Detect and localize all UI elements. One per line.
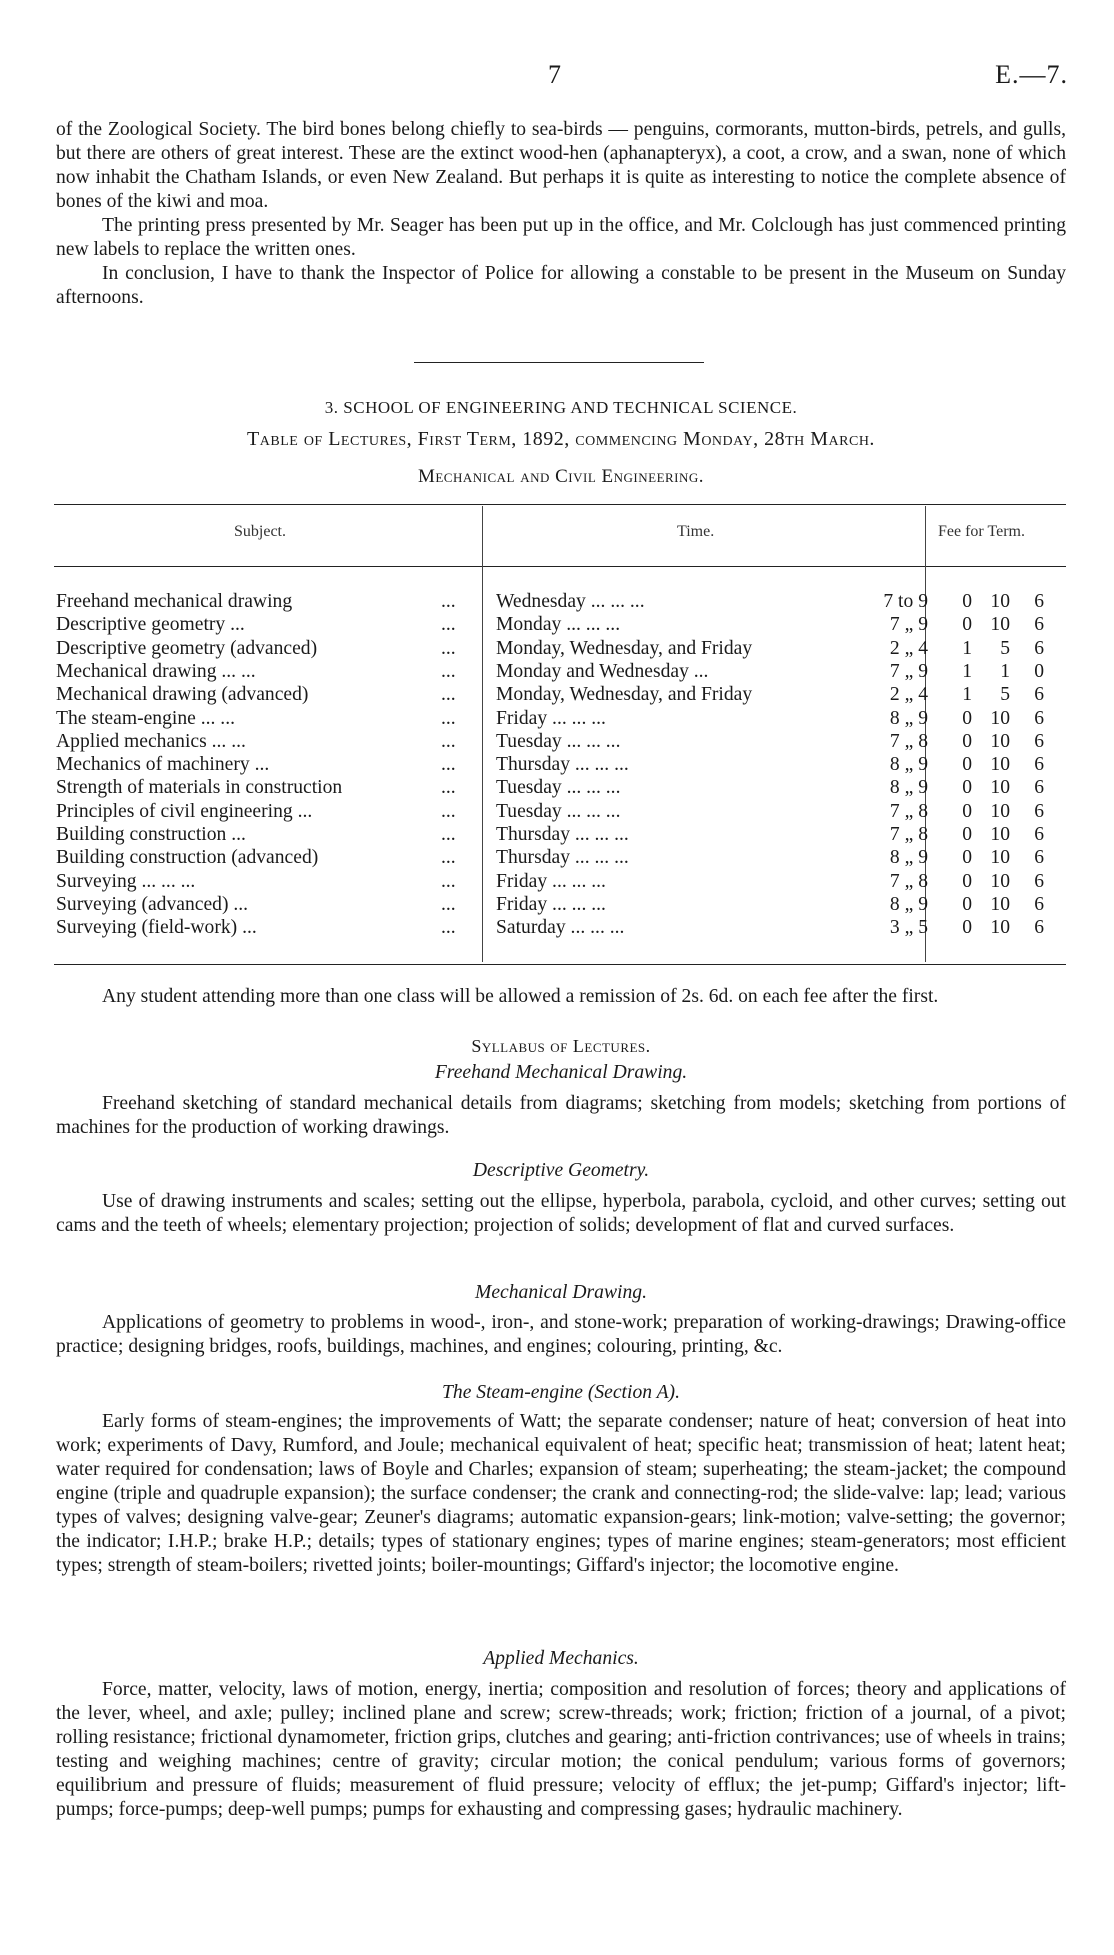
table-row: [56, 800, 1066, 823]
table-row: [56, 846, 1066, 869]
cell-time: 7 „ 9: [889, 660, 928, 682]
cell-time: 8 „ 9: [889, 847, 928, 869]
fee-part: 0: [962, 800, 972, 822]
cell-leader-dots: ...: [441, 614, 456, 636]
table-row: [56, 916, 1066, 939]
document-reference: E.—7.: [995, 60, 1068, 89]
table-header-rule: [54, 566, 1066, 567]
intro-text: [56, 118, 1066, 310]
cell-subject: Building construction ...: [56, 824, 246, 845]
fee-part: 0: [962, 707, 972, 729]
cell-subject: Mechanical drawing ... ...: [56, 660, 256, 682]
fee-part: 6: [1034, 637, 1044, 659]
fee-part: 6: [1034, 754, 1044, 776]
section-divider: [414, 362, 704, 363]
cell-subject: Strength of materials in construction: [56, 777, 343, 799]
table-title: Table of Lectures, First Term, 1892, commencing Monday, 28th March.: [247, 428, 875, 450]
fee-part: 6: [1034, 824, 1044, 845]
cell-leader-dots: ...: [441, 707, 456, 729]
cell-day: Monday ... ... ...: [496, 614, 621, 636]
table-row: [56, 707, 1066, 730]
fee-part: 5: [1000, 637, 1010, 659]
fee-part: 0: [962, 824, 972, 845]
table-top-rule: [54, 504, 1066, 505]
cell-leader-dots: ...: [441, 893, 456, 915]
intro-paragraph: In conclusion, I have to thank the Inspector of Police for allowing a constable to be present in the Museum on Sunday afternoons.: [56, 263, 1066, 308]
fee-part: 6: [1034, 591, 1044, 612]
cell-leader-dots: ...: [441, 917, 456, 939]
table-row: [56, 637, 1066, 660]
fee-part: 10: [990, 893, 1010, 915]
syllabus-section-title: Applied Mechanics.: [483, 1648, 639, 1669]
intro-paragraph: The printing press presented by Mr. Seager has been put up in the office, and Mr. Colclough has just commenced printing new labels to replace the written ones.: [56, 215, 1066, 260]
cell-day: Tuesday ... ... ...: [496, 730, 621, 752]
cell-leader-dots: ...: [441, 777, 456, 799]
cell-leader-dots: ...: [441, 800, 456, 822]
fee-part: 10: [990, 917, 1010, 939]
table-row: [56, 730, 1066, 753]
fee-part: 0: [962, 917, 972, 939]
fee-part: 10: [990, 707, 1010, 729]
table-subtitle: Mechanical and Civil Engineering.: [417, 466, 705, 487]
table-row: [56, 893, 1066, 916]
fee-part: 0: [962, 591, 972, 612]
fee-part: 0: [962, 893, 972, 915]
cell-leader-dots: ...: [441, 591, 456, 612]
cell-day: Friday ... ... ...: [496, 893, 606, 915]
table-row: [56, 753, 1066, 776]
fee-part: 10: [990, 847, 1010, 869]
cell-leader-dots: ...: [441, 824, 456, 845]
syllabus-section-text: Freehand sketching of standard mechanical details from diagrams; sketching from models; sketching from portions of machines for the production of working drawings.: [56, 1093, 1066, 1138]
cell-day: Thursday ... ... ...: [496, 847, 629, 869]
table-row: [56, 823, 1066, 846]
cell-leader-dots: ...: [441, 637, 456, 659]
cell-subject: Principles of civil engineering ...: [56, 800, 313, 822]
column-header-time: Time.: [677, 523, 715, 540]
column-header-fee: Fee for Term.: [938, 523, 1025, 540]
cell-day: Friday ... ... ...: [496, 870, 606, 892]
cell-day: Saturday ... ... ...: [496, 917, 625, 939]
cell-subject: Mechanical drawing (advanced): [56, 684, 309, 706]
page-number: 7: [548, 60, 561, 89]
cell-day: Thursday ... ... ...: [496, 754, 629, 776]
fee-part: 6: [1034, 870, 1044, 892]
remission-note: Any student attending more than one class will be allowed a remission of 2s. 6d. on each fee after the first.: [102, 986, 939, 1007]
syllabus-section-text: Early forms of steam-engines; the improvements of Watt; the separate condenser; nature of heat; conversion of heat into work; experiments of Davy, Rumford, and Joule; mechanical equivalent of heat; specific heat; transmission of heat; latent heat; water required for condensation; laws of Boyle and Charles; expansion of steam; superheating; the steam-jacket; the compound engine (triple and quadruple expansion); the surface condenser; the crank and connecting-rod; the slide-valve: lap; lead; various types of valves; designing valve-gear; Zeuner's diagrams; automatic expansion-gears; link-motion; valve-setting; the governor; the indicator; I.H.P.; brake H.P.; details; types of stationary engines; types of marine engines; steam-generators; most efficient types; strength of steam-boilers; rivetted joints; boiler-mountings; Giffard's injector; the locomotive engine.: [56, 1411, 1066, 1576]
section-heading: 3. SCHOOL OF ENGINEERING AND TECHNICAL SCIENCE.: [324, 398, 798, 417]
cell-subject: Surveying (field-work) ...: [56, 917, 257, 939]
fee-part: 5: [1000, 684, 1010, 706]
cell-day: Friday ... ... ...: [496, 707, 606, 729]
cell-subject: Applied mechanics ... ...: [56, 730, 246, 752]
syllabus-heading: Syllabus of Lectures.: [471, 1036, 651, 1056]
table-row: [56, 870, 1066, 893]
cell-subject: Surveying (advanced) ...: [56, 893, 249, 915]
fee-part: 6: [1034, 893, 1044, 915]
fee-part: 10: [990, 870, 1010, 892]
cell-day: Tuesday ... ... ...: [496, 777, 621, 799]
cell-day: Wednesday ... ... ...: [496, 591, 645, 612]
table-bottom-rule: [54, 964, 1066, 965]
syllabus-section-title: Mechanical Drawing.: [475, 1282, 647, 1303]
fee-part: 10: [990, 614, 1010, 636]
fee-part: 6: [1034, 614, 1044, 636]
fee-part: 10: [990, 591, 1010, 612]
fee-part: 10: [990, 800, 1010, 822]
cell-time: 8 „ 9: [889, 754, 928, 776]
cell-time: 7 „ 9: [889, 614, 928, 636]
cell-time: 3 „ 5: [889, 917, 928, 939]
cell-time: 8 „ 9: [889, 777, 928, 799]
cell-leader-dots: ...: [441, 847, 456, 869]
syllabus-section-title: The Steam-engine (Section A).: [442, 1382, 680, 1403]
fee-part: 6: [1034, 777, 1044, 799]
syllabus-section-title: Descriptive Geometry.: [472, 1160, 650, 1181]
cell-subject: Mechanics of machinery ...: [56, 754, 270, 776]
cell-day: Monday and Wednesday ...: [496, 660, 709, 682]
cell-time: 7 „ 8: [889, 730, 928, 752]
fee-part: 0: [962, 754, 972, 776]
cell-day: Monday, Wednesday, and Friday: [496, 684, 753, 706]
cell-time: 8 „ 9: [889, 707, 928, 729]
fee-part: 0: [962, 847, 972, 869]
fee-part: 6: [1034, 684, 1044, 706]
fee-part: 6: [1034, 730, 1044, 752]
fee-part: 0: [1034, 660, 1044, 682]
fee-part: 10: [990, 777, 1010, 799]
cell-time: 2 „ 4: [889, 684, 928, 706]
cell-subject: Descriptive geometry (advanced): [56, 637, 318, 659]
fee-part: 6: [1034, 800, 1044, 822]
table-row: [56, 590, 1066, 613]
fee-part: 0: [962, 777, 972, 799]
cell-subject: Descriptive geometry ...: [56, 614, 245, 636]
cell-subject: Freehand mechanical drawing: [56, 591, 293, 612]
cell-leader-dots: ...: [441, 870, 456, 892]
fee-part: 10: [990, 754, 1010, 776]
cell-leader-dots: ...: [441, 754, 456, 776]
fee-part: 0: [962, 730, 972, 752]
cell-leader-dots: ...: [441, 730, 456, 752]
intro-paragraph: of the Zoological Society. The bird bones belong chiefly to sea-birds — penguins, cormorants, mutton-birds, petrels, and gulls, but there are others of great interest. These are the extinct wood-hen (aphanapteryx), a coot, a crow, and a swan, none of which now inhabit the Chatham Islands, or even New Zealand. But perhaps it is quite as interesting to notice the complete absence of bones of the kiwi and moa.: [56, 119, 1066, 212]
table-row: [56, 776, 1066, 799]
syllabus-section-text: Applications of geometry to problems in wood-, iron-, and stone-work; preparation of working-drawings; Drawing-office practice; designing bridges, roofs, buildings, machines, and engines; colouring, printing, &c.: [56, 1312, 1066, 1357]
remission-note-block: [56, 985, 1066, 1009]
fee-part: 1: [1000, 660, 1010, 682]
cell-time: 8 „ 9: [889, 893, 928, 915]
cell-time: 7 „ 8: [889, 800, 928, 822]
fee-part: 0: [962, 870, 972, 892]
syllabus-section-title: Freehand Mechanical Drawing.: [434, 1062, 688, 1083]
cell-time: 7 „ 8: [889, 824, 928, 845]
column-header-subject: Subject.: [234, 523, 286, 540]
syllabus-section-text: Use of drawing instruments and scales; setting out the ellipse, hyperbola, parabola, cycloid, and other curves; setting out cams and the teeth of wheels; elementary projection; projection of solids; development of flat and curved surfaces.: [56, 1191, 1066, 1236]
fee-part: 6: [1034, 917, 1044, 939]
fee-part: 6: [1034, 707, 1044, 729]
fee-part: 10: [990, 824, 1010, 845]
cell-leader-dots: ...: [441, 684, 456, 706]
cell-time: 7 „ 8: [889, 870, 928, 892]
cell-day: Monday, Wednesday, and Friday: [496, 637, 753, 659]
table-row: [56, 660, 1066, 683]
page-header: [0, 60, 1114, 90]
fee-part: 1: [962, 684, 972, 706]
fee-part: 0: [962, 614, 972, 636]
cell-leader-dots: ...: [441, 660, 456, 682]
cell-time: 2 „ 4: [889, 637, 928, 659]
cell-time: 7 to 9: [883, 591, 928, 612]
table-row: [56, 683, 1066, 706]
cell-subject: The steam-engine ... ...: [56, 707, 236, 729]
cell-day: Thursday ... ... ...: [496, 824, 629, 845]
table-row: [56, 613, 1066, 636]
cell-day: Tuesday ... ... ...: [496, 800, 621, 822]
fee-part: 6: [1034, 847, 1044, 869]
fee-part: 1: [962, 660, 972, 682]
syllabus-section-text: Force, matter, velocity, laws of motion, energy, inertia; composition and resolution of forces; theory and applications of the lever, wheel, and axle; pulley; inclined plane and screw; screw-threads; work; friction; friction of a journal, of a pivot; rolling resistance; frictional dynamometer, friction grips, clutches and gearing; anti-friction contrivances; use of wheels in trains; testing and weighing machines; centre of gravity; circular motion; the conical pendulum; various forms of governors; equilibrium and pressure of fluids; measurement of fluid pressure; velocity of efflux; the jet-pump; Giffard's injector; lift-pumps; force-pumps; deep-well pumps; pumps for exhausting and compressing gases; hydraulic machinery.: [56, 1679, 1066, 1820]
fee-part: 1: [962, 637, 972, 659]
cell-subject: Surveying ... ... ...: [56, 870, 196, 892]
cell-subject: Building construction (advanced): [56, 847, 319, 869]
fee-part: 10: [990, 730, 1010, 752]
